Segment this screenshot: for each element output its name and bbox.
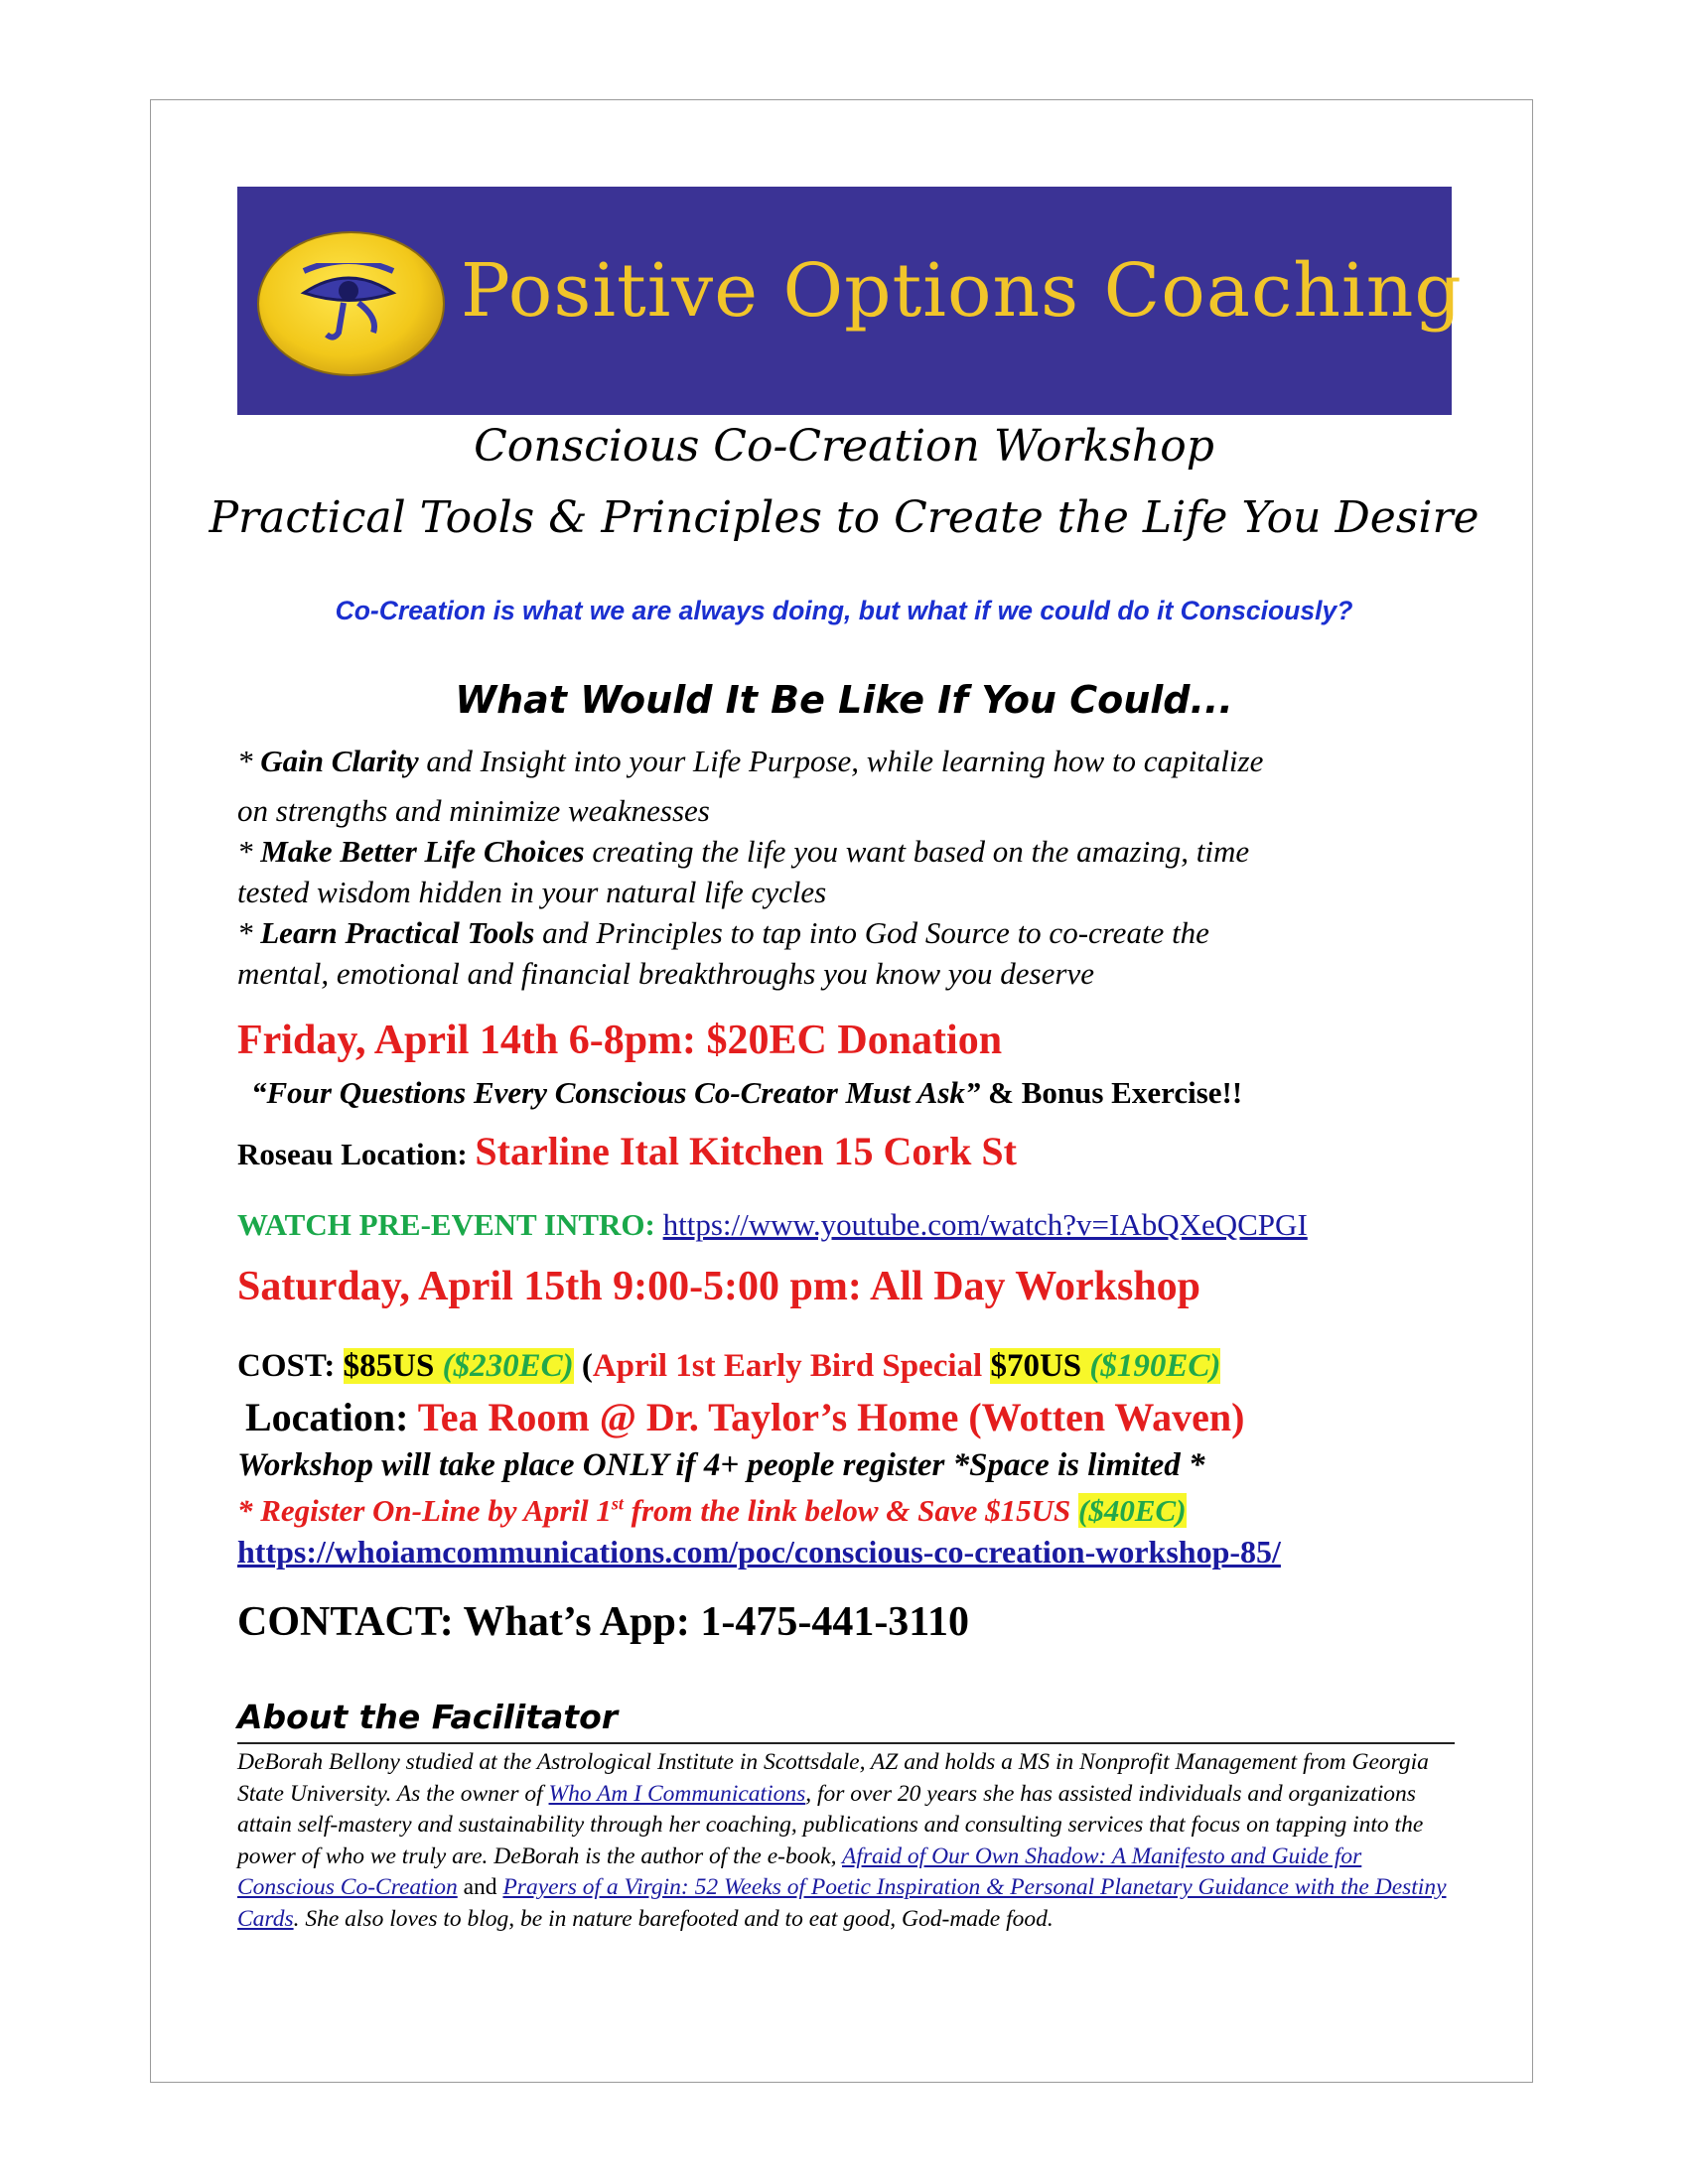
list-item: tested wisdom hidden in your natural life cycles	[237, 875, 827, 909]
list-item: on strengths and minimize weaknesses	[237, 793, 710, 828]
list-item: mental, emotional and financial breakthroughs you know you deserve	[237, 956, 1094, 991]
question-heading: What Would It Be Like If You Could...	[455, 678, 1233, 722]
friday-event: Friday, April 14th 6-8pm: $20EC Donation	[237, 1018, 1003, 1063]
eye-of-horus-icon	[257, 231, 445, 376]
watch-label: WATCH PRE-EVENT INTRO:	[237, 1207, 663, 1242]
location-label: Roseau Location:	[237, 1137, 476, 1171]
friday-session-title: “Four Questions Every Conscious Co-Creator Must Ask”	[251, 1075, 981, 1110]
list-item: * Make Better Life Choices creating the life you want based on the amazing, time	[237, 834, 1250, 869]
registration-notice: Workshop will take place ONLY if 4+ people register *Space is limited *	[237, 1447, 1205, 1483]
location-value: Starline Ital Kitchen 15 Cork St	[475, 1129, 1017, 1173]
contact-info: CONTACT: What’s App: 1-475-441-3110	[237, 1599, 969, 1645]
about-heading: About the Facilitator	[237, 1698, 619, 1736]
register-ec: ($40EC)	[1078, 1493, 1187, 1528]
workshop-subtitle: Practical Tools & Principles to Create the Life You Desire	[209, 492, 1479, 543]
about-divider	[237, 1742, 1455, 1744]
early-bird-label: April 1st Early Bird Special	[592, 1348, 991, 1384]
saturday-event: Saturday, April 15th 9:00-5:00 pm: All Day Workshop	[237, 1264, 1201, 1309]
workshop-title: Conscious Co-Creation Workshop	[474, 421, 1214, 472]
register-line: * Register On-Line by April 1st from the link below & Save $15US ($40EC)	[237, 1493, 1187, 1528]
watch-intro	[237, 1207, 1308, 1243]
list-item: * Learn Practical Tools and Principles to tap into God Source to co-create the	[237, 915, 1209, 950]
prayers-book-link[interactable]: Prayers of a Virgin: 52 Weeks of Poetic Inspiration & Personal Planetary Guidance with the Destiny Cards	[237, 1874, 1447, 1932]
friday-location	[237, 1128, 1017, 1174]
ebook-link[interactable]: Afraid of Our Own Shadow: A Manifesto and Guide for Conscious Co-Creation	[237, 1843, 1362, 1900]
cost-label: COST:	[237, 1348, 344, 1384]
cost-line: COST: $85US ($230EC) (April 1st Early Bird Special $70US ($190EC)	[237, 1348, 1221, 1384]
price-us: $85US ($230EC)	[343, 1348, 574, 1384]
list-item: * Gain Clarity and Insight into your Life Purpose, while learning how to capitalize	[237, 744, 1264, 778]
brand-name: Positive Options Coaching	[461, 248, 1463, 334]
location2-value: Tea Room @ Dr. Taylor’s Home (Wotten Waven)	[417, 1395, 1245, 1439]
friday-subtitle	[251, 1075, 1242, 1111]
facilitator-bio: DeBorah Bellony studied at the Astrological Institute in Scottsdale, AZ and holds a MS in Nonprofit Management from Georgia State University. As the owner of Who Am I Communications, for over 20 years she has assisted individuals and organizations attain self-mastery and sustainability through her coaching, publications and consulting services that focus on tapping into the power of who we truly are. DeBorah is the author of the e-book, Afraid of Our Own Shadow: A Manifesto and Guide for Conscious Co-Creation and Prayers of a Virgin: 52 Weeks of Poetic Inspiration & Personal Planetary Guidance with the Destiny Cards. She also loves to blog, be in nature barefooted and to eat good, God-made food.	[237, 1749, 1447, 1932]
bonus-text: & Bonus Exercise!!	[980, 1075, 1243, 1110]
location2-label: Location:	[245, 1395, 418, 1439]
logo-banner	[237, 187, 1463, 415]
workshop-location	[245, 1394, 1244, 1440]
youtube-link[interactable]: https://www.youtube.com/watch?v=IAbQXeQCPGI	[662, 1207, 1308, 1242]
benefit-list	[237, 741, 1263, 994]
early-bird-price: $70US ($190EC)	[990, 1348, 1221, 1384]
tagline: Co-Creation is what we are always doing, but what if we could do it Consciously?	[335, 596, 1353, 625]
who-am-i-link[interactable]: Who Am I Communications	[548, 1780, 806, 1807]
register-link[interactable]: https://whoiamcommunications.com/poc/conscious-co-creation-workshop-85/	[237, 1534, 1281, 1570]
